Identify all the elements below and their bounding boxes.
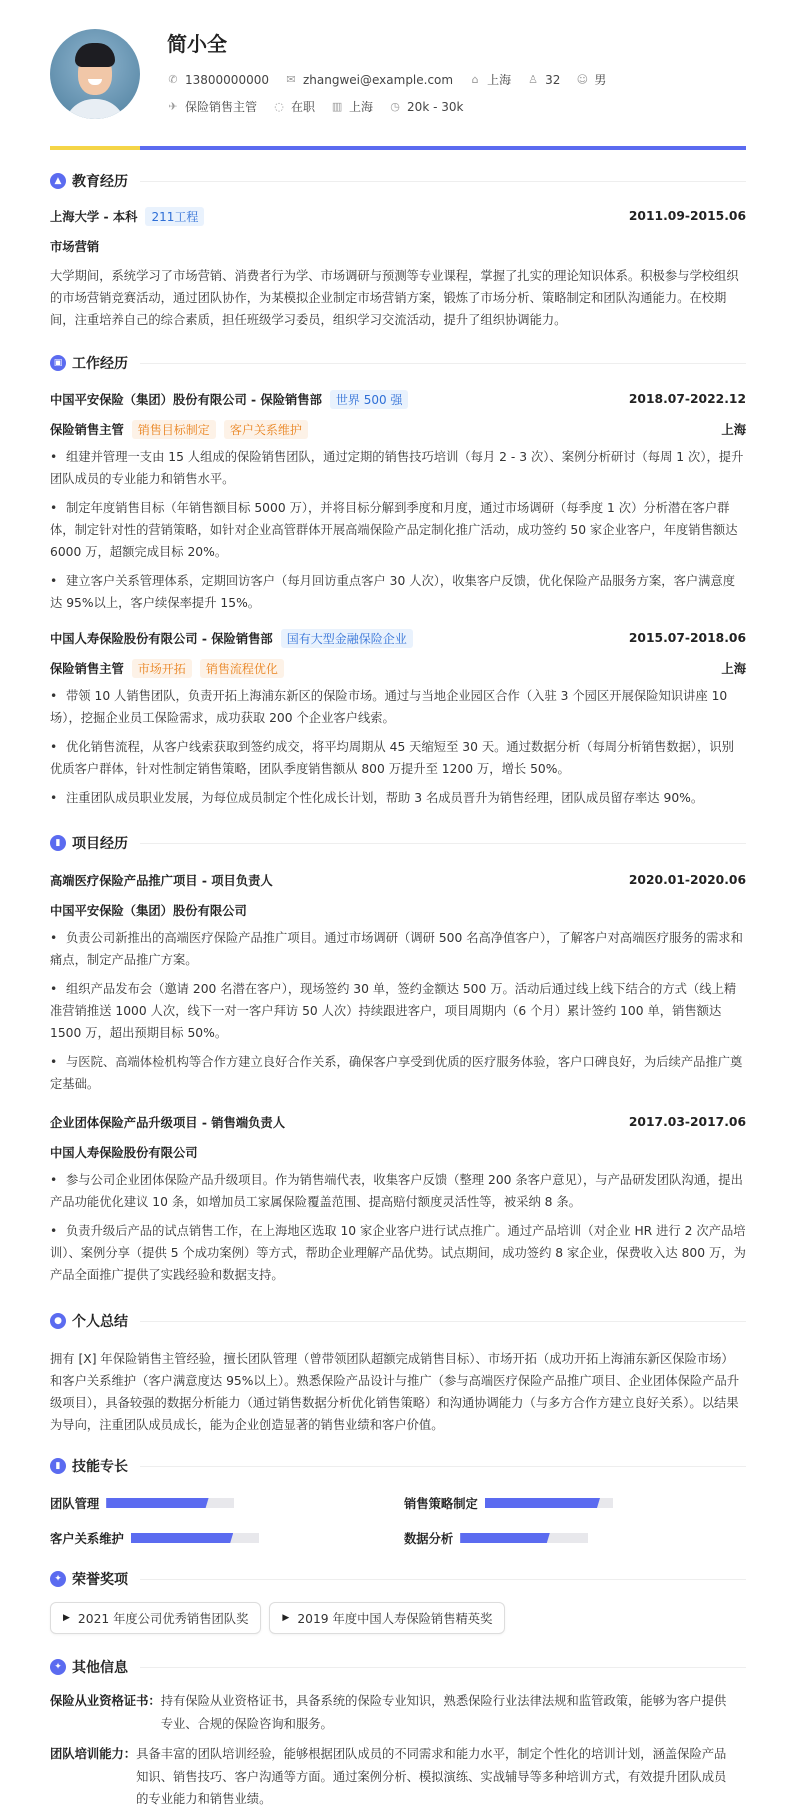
list-item: • 负责升级后产品的试点销售工作，在上海地区选取 10 家企业客户进行试点推广。通过产品培训（对企业 HR 进行 2 次产品培训）、案例分享（提供 5 个成功案例）等方式，帮助企业理解产品优势。试点期间，成功签约 8 家企业，保费收入达 800 万，为产品全面推广提供了实践经验和数据支持。 xyxy=(50,1220,746,1286)
edu-description: 大学期间，系统学习了市场营销、消费者行为学、市场调研与预测等专业课程，掌握了扎实的理论知识体系。积极参与学校组织的市场营销竞赛活动，通过团队协作，为某模拟企业制定市场营销方案，锻炼了市场分析、策略制定和团队沟通能力。在校期间，注重培养自己的综合素质，担任班级学习委员，组织学习交流活动，提升了组织协调能力。 xyxy=(50,269,739,327)
company: 中国平安保险（集团）股份有限公司 - 保险销售部 xyxy=(50,393,322,407)
skill-bar xyxy=(131,1533,259,1543)
list-item: • 注重团队成员职业发展，为每位成员制定个性化成长计划，帮助 3 名成员晋升为销售经理，团队成员留存率达 90%。 xyxy=(50,787,746,809)
skill-item xyxy=(404,1494,613,1512)
role: 保险销售主管 xyxy=(50,423,124,437)
skill-tag: 销售目标制定 xyxy=(132,420,216,439)
building-icon: ▥ xyxy=(331,100,343,113)
project-title: 高端医疗保险产品推广项目 - 项目负责人 xyxy=(50,874,273,888)
status: 在职 xyxy=(291,100,316,114)
gender: 男 xyxy=(594,73,607,87)
section-skills xyxy=(50,1456,746,1476)
position: 保险销售主管 xyxy=(185,100,258,114)
project-date: 2017.03-2017.06 xyxy=(628,1115,746,1129)
work-entry xyxy=(50,388,746,621)
email: zhangwei@example.com xyxy=(302,72,454,87)
other-text: 具备丰富的团队培训经验，能够根据团队成员的不同需求和能力水平，制定个性化的培训计划，涵盖保险产品知识、销售技巧、客户沟通等方面。通过案例分析、模拟演练、实战辅导等多种培训方式，有效提升团队成员的专业能力和销售业绩。 xyxy=(136,1747,727,1806)
other-info-item xyxy=(50,1690,746,1735)
section-title: 个人总结 xyxy=(72,1314,128,1330)
skill-bar-fill xyxy=(460,1533,550,1543)
role: 保险销售主管 xyxy=(50,662,124,676)
project-entry xyxy=(50,869,746,1102)
skill-name: 数据分析 xyxy=(404,1532,454,1546)
project-title: 企业团体保险产品升级项目 - 销售端负责人 xyxy=(50,1116,286,1130)
status-icon: ◌ xyxy=(274,100,284,113)
project-entry xyxy=(50,1111,746,1293)
work-date: 2018.07-2022.12 xyxy=(628,392,746,406)
section-work xyxy=(50,353,746,373)
home-icon: ⌂ xyxy=(471,73,479,86)
skill-tag: 客户关系维护 xyxy=(224,420,308,439)
skill-tag: 销售流程优化 xyxy=(200,659,284,678)
skill-item xyxy=(50,1494,234,1512)
bar-chart-icon: ▮ xyxy=(50,1458,66,1474)
list-item: • 参与公司企业团体保险产品升级项目。作为销售端代表，收集客户反馈（整理 200 条客户意见），与产品研发团队沟通，提出产品功能优化建议 10 条，如增加员工家属保险覆盖范围、提高赔付额度灵活性等，被采纳 8 条。 xyxy=(50,1169,746,1213)
skill-item xyxy=(404,1529,588,1547)
section-other xyxy=(50,1657,746,1677)
company: 中国人寿保险股份有限公司 - 保险销售部 xyxy=(50,632,273,646)
major: 市场营销 xyxy=(50,240,100,254)
list-item: • 带领 10 人销售团队，负责开拓上海浦东新区的保险市场。通过与当地企业园区合作（入驻 3 个园区开展保险知识讲座 10 场），挖掘企业员工保险需求，成功获取 200 个企业客户线索。 xyxy=(50,685,746,729)
avatar xyxy=(50,29,140,119)
age-icon: ♙ xyxy=(528,73,539,86)
award-item xyxy=(50,1602,261,1634)
other-text: 持有保险从业资格证书，具备系统的保险专业知识，熟悉保险行业法律法规和监管政策，能够为客户提供专业、合规的保险咨询和服务。 xyxy=(160,1694,727,1731)
location: 上海 xyxy=(721,423,746,437)
user-icon: ● xyxy=(50,1313,66,1329)
triangle-right-icon: ▶ xyxy=(63,1613,70,1623)
list-item: • 负责公司新推出的高端医疗保险产品推广项目。通过市场调研（调研 500 名高净值客户），了解客户对高端医疗服务的需求和痛点，制定产品推广方案。 xyxy=(50,927,746,971)
skill-bar xyxy=(485,1498,613,1508)
gender-icon: ☺ xyxy=(576,73,589,86)
skill-tag: 市场开拓 xyxy=(132,659,192,678)
hometown: 上海 xyxy=(487,73,512,87)
graduation-cap-icon: ▲ xyxy=(50,173,66,189)
other-label: 团队培训能力： xyxy=(50,1747,137,1761)
project-company: 中国人寿保险股份有限公司 xyxy=(50,1146,198,1160)
salary: 20k - 30k xyxy=(407,99,464,114)
education-entry xyxy=(50,205,746,331)
candidate-name: 简小全 xyxy=(167,32,227,56)
section-title: 荣誉奖项 xyxy=(72,1572,128,1588)
section-title: 技能专长 xyxy=(72,1459,128,1475)
city: 上海 xyxy=(349,100,374,114)
list-item: • 组建并管理一支由 15 人组成的保险销售团队，通过定期的销售技巧培训（每月 2 - 3 次）、案例分析研讨（每周 1 次），提升团队成员的专业能力和销售水平。 xyxy=(50,446,746,490)
school-tag: 211工程 xyxy=(145,207,204,226)
other-info-item xyxy=(50,1743,746,1811)
skill-bar-fill xyxy=(106,1498,208,1508)
triangle-right-icon: ▶ xyxy=(282,1613,290,1623)
chart-icon: ▮ xyxy=(50,835,66,851)
info-icon: ✦ xyxy=(50,1659,66,1675)
work-date: 2015.07-2018.06 xyxy=(628,631,746,645)
school: 上海大学 - 本科 xyxy=(50,210,138,224)
skill-item xyxy=(50,1529,259,1547)
location: 上海 xyxy=(721,662,746,676)
header-divider xyxy=(50,146,746,150)
summary xyxy=(50,1340,746,1436)
section-education xyxy=(50,171,746,191)
skill-name: 销售策略制定 xyxy=(404,1497,478,1511)
edu-date: 2011.09-2015.06 xyxy=(628,209,746,223)
section-title: 工作经历 xyxy=(72,356,128,372)
age: 32 xyxy=(545,72,561,87)
project-date: 2020.01-2020.06 xyxy=(628,873,746,887)
list-item: • 组织产品发布会（邀请 200 名潜在客户），现场签约 30 单，签约金额达 500 万。活动后通过线上线下结合的方式（线上精准营销推送 1000 人次，线下一对一客户拜访 50 人次）持续跟进客户，项目周期内（6 个月）累计签约 100 单，销售额达 1500 万，超出预期目标 50%。 xyxy=(50,978,746,1044)
phone-icon: ✆ xyxy=(168,73,178,86)
company-tag: 国有大型金融保险企业 xyxy=(281,629,413,648)
other-label: 保险从业资格证书： xyxy=(50,1694,161,1708)
list-item: • 制定年度销售目标（年销售额目标 5000 万），并将目标分解到季度和月度，通过市场调研（每季度 1 次）分析潜在客户群体，制定针对性的营销策略，如针对企业高管群体开展高端保险产品定制化推广活动，成功签约 50 家企业客户，年度销售额达 6000 万，超额完成目标 20%。 xyxy=(50,497,746,563)
section-title: 教育经历 xyxy=(72,174,128,190)
awards-list xyxy=(50,1602,505,1634)
award-label: 2019 年度中国人寿保险销售精英奖 xyxy=(297,1612,493,1626)
phone: 13800000000 xyxy=(185,72,269,87)
award-label: 2021 年度公司优秀销售团队奖 xyxy=(77,1612,249,1626)
work-entry xyxy=(50,627,746,816)
skill-bar xyxy=(106,1498,234,1508)
list-item: • 建立客户关系管理体系，定期回访客户（每月回访重点客户 30 人次），收集客户反馈，优化保险产品服务方案，客户满意度达 95%以上，客户续保率提升 15%。 xyxy=(50,570,746,614)
section-title: 项目经历 xyxy=(72,836,128,852)
section-title: 其他信息 xyxy=(72,1660,128,1676)
job-intent-row xyxy=(167,98,473,115)
skill-name: 团队管理 xyxy=(50,1497,100,1511)
contact-row xyxy=(167,71,616,88)
send-icon: ✈ xyxy=(168,100,178,113)
section-summary xyxy=(50,1311,746,1331)
company-tag: 世界 500 强 xyxy=(330,390,409,409)
list-item: • 优化销售流程，从客户线索获取到签约成交，将平均周期从 45 天缩短至 30 天。通过数据分析（每周分析销售数据），识别优质客户群体，针对性制定销售策略，团队季度销售额从 800 万提升至 1200 万，增长 50%。 xyxy=(50,736,746,780)
skill-bar-fill xyxy=(131,1533,233,1543)
resume-header xyxy=(50,0,746,160)
project-company: 中国平安保险（集团）股份有限公司 xyxy=(50,904,247,918)
skill-bar xyxy=(460,1533,588,1543)
summary-text: 拥有 [X] 年保险销售主管经验，擅长团队管理（曾带领团队超额完成销售目标）、市场开拓（成功开拓上海浦东新区保险市场）和客户关系维护（客户满意度达 95%以上）。熟悉保险产品设计与推广（参与高端医疗保险产品推广项目、企业团体保险产品升级项目），具备较强的数据分析能力（通过销售数据分析优化销售策略）和沟通协调能力（与多方合作方建立良好关系）。以结果为导向，注重团队成员成长，能为企业创造显著的销售业绩和客户价值。 xyxy=(50,1352,740,1432)
award-item xyxy=(269,1602,505,1634)
section-awards xyxy=(50,1569,746,1589)
mail-icon: ✉ xyxy=(286,73,296,86)
skill-name: 客户关系维护 xyxy=(50,1532,124,1546)
salary-icon: ◷ xyxy=(390,100,400,113)
list-item: • 与医院、高端体检机构等合作方建立良好合作关系，确保客户享受到优质的医疗服务体验，客户口碑良好，为后续产品推广奠定基础。 xyxy=(50,1051,746,1095)
briefcase-icon: ▣ xyxy=(50,355,66,371)
skill-bar-fill xyxy=(485,1498,600,1508)
section-projects xyxy=(50,833,746,853)
award-icon: ✦ xyxy=(50,1571,66,1587)
